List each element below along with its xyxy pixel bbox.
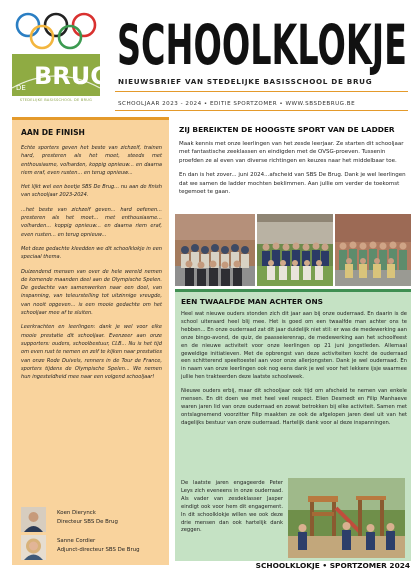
- title-text: SCHOOLKLOKJE: [117, 13, 407, 77]
- ladder-paragraph: Maak kennis met onze leerlingen van het zesde leerjaar. Ze starten dit schooljaar met fantastische zeeklassen en eindigden met de OVSG-proeven. Tussenin proefden ze al even van diverse richtingen en keuzes naar het middelbaar toe.: [179, 141, 404, 164]
- masthead-divider: [115, 91, 408, 92]
- finish-heading: AAN DE FINISH: [21, 128, 85, 137]
- class-photos: [175, 214, 411, 286]
- avatar: [21, 507, 46, 532]
- signature-role: Directeur SBS De Brug: [57, 519, 118, 525]
- logo-tagline: STEDELIJKE BASISSCHOOL DE BRUG: [19, 98, 93, 102]
- ladder-body: [179, 140, 407, 196]
- signature-adjunct: [21, 535, 166, 563]
- finish-paragraph: Het lijkt wel een beetje SBS De Brug... nu aan de finish van schooljaar 2023-2024.: [21, 184, 162, 199]
- finish-paragraph: Met deze gedachte kleedden we dit schoolklokje in een speciaal thema.: [21, 245, 162, 261]
- parents-heading: EEN TWAALFDE MAN ACHTER ONS: [181, 297, 323, 306]
- logo-text: BRUG: [34, 62, 110, 90]
- olympic-rings-icon: [12, 10, 100, 54]
- ladder-heading: ZIJ BEREIKTEN DE HOOGSTE SPORT VAN DE LADDER: [179, 125, 395, 134]
- finish-paragraph: ...het beste van zichzelf geven... hard oefenen... presteren als het moet... met enthousiasme... volharden... koppig opnieuw... en daarna riem eraf, even rusten... en terug opnieuw...: [21, 206, 162, 238]
- parents-paragraph: Nieuwe ouders erbij, maar dit schooljaar ook tijd om afscheid te nemen van enkele mensen. En dit doen we met heel veel respect. Elien Desmedt en Filip Manhaeve waren jaren lid van onze ouderraad en zowat betrokken bij elke activiteit. Samen met ontslagnemend voorzitter Filip maakten ze ook de afgelopen jaren deel uit van het dagelijks bestuur van onze ouderraad. Hartelijk dank voor al deze inspanningen.: [181, 388, 407, 426]
- finish-paragraph: Duizendend mensen van over de hele wereld nemen de komende maanden deel aan de Olympische Spelen. De gedachte van samenwerken naar een doel, van inspanning, van teleurstelling tot uitzinnige vreugde, van nooit opgeven... is een mooie gedachte om het schooljaar mee af te sluiten.: [21, 268, 162, 317]
- signature-role: Adjunct-directeur SBS De Brug: [57, 547, 140, 553]
- signature-director: [21, 507, 166, 535]
- parents-closing: De laatste jaren engageerde Peter Leys zich eveneens in onze ouderraad. Als vader van zesdeklasser Jasper eindigt ook voor hem dit engagement. In dit schoolklokje willen we ook deze drie mensen dan ook hartelijk dank zeggen.: [181, 480, 283, 534]
- avatar: [21, 535, 46, 560]
- ladder-article: [175, 117, 410, 202]
- logo-prefix: DE: [16, 84, 26, 92]
- brug-logo-wordmark: [12, 54, 110, 96]
- class-photo: [335, 214, 411, 286]
- edition-divider: [115, 110, 408, 111]
- page-footer: SCHOOLKLOKJE • SPORTZOMER 2024: [255, 561, 410, 570]
- parents-council-article: [175, 289, 411, 561]
- class-photo: [175, 214, 255, 286]
- playground-photo: [288, 478, 405, 558]
- ladder-paragraph: En dan is het zover... juni 2024...afscheid van SBS De Brug. Dank je wel leerlingen dat we samen de ladder mochten beklimmen. Aan jullie om verder de toekomst tegemoet te gaan.: [179, 172, 406, 196]
- finish-paragraph: Leerkrachten en leerlingen: dank je wel voor elke mooie prestatie dit schooljaar. Evenzeer aan onze supporters: ouders, schoolbestuur, CLB... Nu is het tijd om even rust te nemen en zelf te kijken naar prestaties van onze Rode Duivels, renners in de Tour de France, sporters tijdens de Olympische Spelen... We nemen hun ingesteldheid mee naar een volgend schooljaar!: [21, 324, 162, 381]
- finish-article: [12, 117, 169, 565]
- signature-name: Koen Dierynck: [57, 510, 96, 516]
- signature-name: Sanne Cordier: [57, 538, 96, 544]
- newsletter-subtitle: NIEUWSBRIEF VAN STEDELIJKE BASISSCHOOL DE BRUG: [118, 77, 373, 86]
- class-photo: [257, 214, 333, 286]
- parents-body: [181, 311, 407, 434]
- finish-body: [21, 144, 162, 387]
- school-logo: [10, 10, 110, 110]
- parents-paragraph: Heel wat nieuwe ouders stonden zich dit jaar aan bij onze ouderraad. En daarin is de school uiteraard heel blij mee. Het is goed om een twaalfde man achter ons te hebben... En onze ouderraad zat dit jaar duidelijk niet stil: er was de medewerking aan onze bingo-avond, de quiz, de paasseierenrap, de medewerking aan het schoolfeest en de nieuwe activiteit voor onze leerlingen op 21 juni jongstleden. Allemaal geweldige initiatieven. Met de opbrengst van deze activiteiten kocht de ouderraad een schitterend speeltoestel aan voor onze allerjongsten. Dank je wel ouderraad. En in naam van onze leerlingen ook nog eens dank je wel voor het lekkere ijsje waarmee jullie hen trakteerden deze laatste schoolweek.: [181, 311, 407, 381]
- newsletter-title: [117, 13, 412, 77]
- finish-paragraph: Echte sporters geven het beste van zichzelf, trainen hard, presteren als het moet, steeds met enthousiasme, volharden, koppig opnieuw... en daarna riem eraf, even rusten... en terug opnieuw...: [21, 145, 162, 176]
- edition-line: SCHOOLJAAR 2023 - 2024 • EDITIE SPORTZOMER • WWW.SBSDEBRUG.BE: [118, 101, 356, 107]
